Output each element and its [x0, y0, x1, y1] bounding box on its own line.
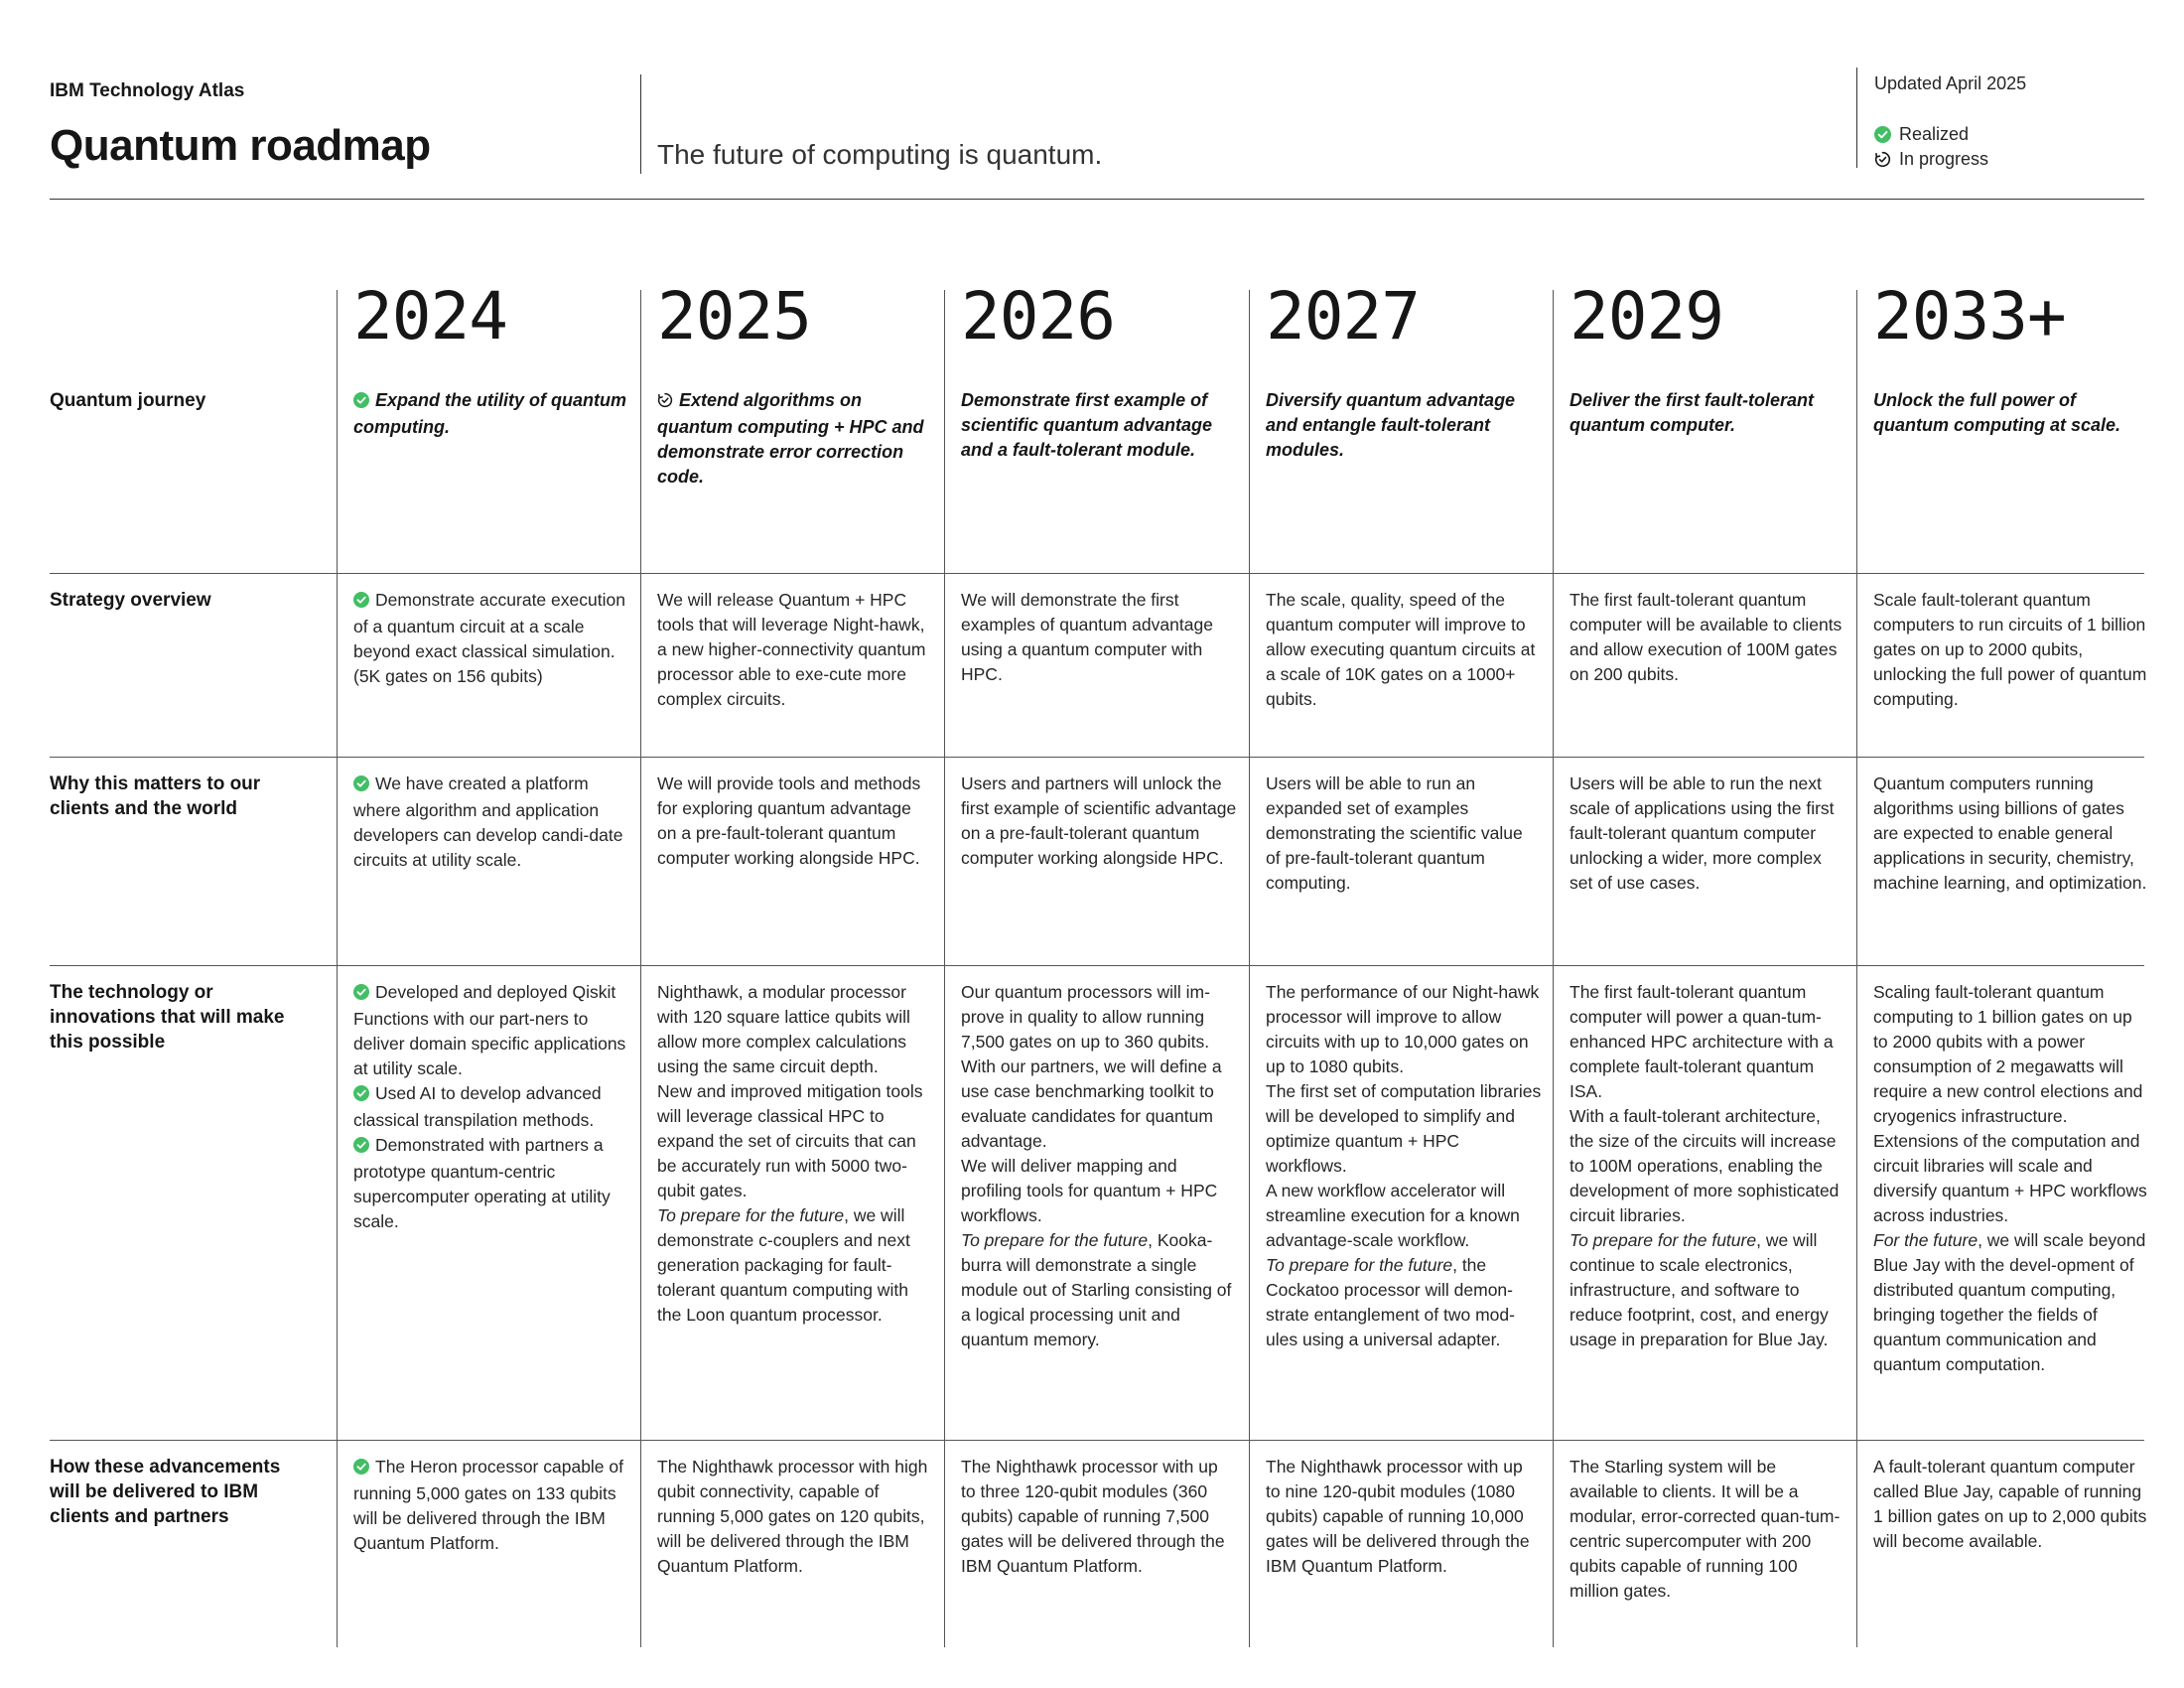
page-title: Quantum roadmap	[50, 121, 431, 170]
in-progress-icon	[657, 390, 673, 415]
column-divider	[1553, 290, 1554, 1647]
why-cell: Quantum computers running algorithms using billions of gates are expected to enable general applications in security, chemistry, machine learning, and optimization.	[1873, 774, 2147, 893]
technology-item	[353, 980, 629, 1081]
column-divider	[1856, 290, 1857, 1647]
realized-check-icon	[353, 1457, 369, 1481]
legend-in-progress-label: In progress	[1899, 149, 1989, 169]
legend-in-progress	[1874, 147, 1988, 172]
row-label-journey: Quantum journey	[50, 390, 206, 411]
technology-cell	[1873, 980, 2149, 1377]
technology-cell	[961, 980, 1237, 1352]
delivery-cell: The Nighthawk processor with up to nine 120-qubit modules (1080 qubits) capable of running 10,000 gates will be delivered through the IBM Quantum Platform.	[1266, 1457, 1530, 1576]
technology-paragraph: Nighthawk, a modular processor with 120 square lattice qubits will allow more complex calculations using the same circuit depth.	[657, 982, 910, 1076]
realized-check-icon	[353, 774, 369, 798]
technology-paragraph: Scaling fault-tolerant quantum computing to 1 billion gates on up to 2000 qubits with a power consumption of 2 megawatts will require a new control elections and cryogenics infrastructure.	[1873, 982, 2143, 1126]
delivery-cell	[353, 1455, 629, 1556]
technology-paragraph: With our partners, we will define a use case benchmarking toolkit to evaluate candidates for quantum advantage.	[961, 1056, 1222, 1151]
journey-cell: Diversify quantum advantage and entangle fault-tolerant modules.	[1266, 390, 1516, 460]
strategy-cell: The first fault-tolerant quantum computer will be available to clients and allow execution of 100M gates on 200 qubits.	[1570, 590, 1843, 684]
legend	[1874, 122, 1988, 172]
journey-cell: Deliver the first fault-tolerant quantum computer.	[1570, 390, 1815, 435]
legend-realized-label: Realized	[1899, 124, 1970, 144]
technology-cell	[657, 980, 933, 1328]
technology-paragraph: The performance of our Night-hawk processor will improve to allow circuits with up to 10,000 gates on up to 1080 qubits.	[1266, 982, 1540, 1076]
technology-future	[1266, 1253, 1542, 1352]
realized-check-icon	[353, 1083, 369, 1108]
realized-check-icon	[1874, 126, 1891, 143]
why-cell: Users will be able to run the next scale of applications using the first fault-tolerant quantum computer unlocking a wider, more complex set of use cases.	[1570, 774, 1835, 893]
column-divider	[640, 290, 641, 1647]
row-label-why: Why this matters to our clients and the world	[50, 774, 261, 819]
technology-cell	[1266, 980, 1542, 1352]
future-text: , the Cockatoo processor will demon-strate entanglement of two mod-ules using a universal adapter.	[1266, 1255, 1515, 1349]
delivery-text: The Heron processor capable of running 5,000 gates on 133 qubits will be delivered through the IBM Quantum Platform.	[353, 1457, 623, 1553]
why-cell: Users will be able to run an expanded set of examples demonstrating the scientific value of pre-fault-tolerant quantum computing.	[1266, 774, 1523, 893]
row-label-technology: The technology or innovations that will make this possible	[50, 982, 285, 1053]
technology-cell	[353, 980, 629, 1234]
row-divider	[50, 757, 2144, 758]
legend-realized	[1874, 122, 1988, 147]
realized-check-icon	[353, 590, 369, 615]
column-divider	[1249, 290, 1250, 1647]
header-rule	[50, 199, 2144, 200]
journey-text: Expand the utility of quantum computing.	[353, 390, 626, 437]
page-tagline: The future of computing is quantum.	[657, 139, 1103, 170]
row-divider	[50, 1440, 2144, 1441]
year-heading: 2029	[1570, 278, 1723, 354]
strategy-cell	[353, 588, 629, 689]
future-label: To prepare for the future	[961, 1230, 1149, 1250]
future-label: To prepare for the future	[1266, 1255, 1453, 1275]
technology-cell	[1570, 980, 1845, 1352]
strategy-text: Demonstrate accurate execution of a quantum circuit at a scale beyond exact classical simulation. (5K gates on 156 qubits)	[353, 590, 625, 686]
realized-check-icon	[353, 1135, 369, 1160]
delivery-cell: A fault-tolerant quantum computer called Blue Jay, capable of running 1 billion gates on up to 2,000 qubits will become available.	[1873, 1457, 2147, 1551]
strategy-cell: We will release Quantum + HPC tools that will leverage Night-hawk, a new higher-connectivity quantum processor able to exe-cute more complex circuits.	[657, 590, 926, 709]
in-progress-icon	[1874, 151, 1891, 168]
row-divider	[50, 965, 2144, 966]
technology-text: Demonstrated with partners a prototype quantum-centric supercomputer operating at utility scale.	[353, 1135, 611, 1231]
technology-paragraph: The first set of computation libraries will be developed to simplify and optimize quantum + HPC workflows.	[1266, 1081, 1542, 1176]
technology-future	[657, 1203, 933, 1328]
year-heading: 2027	[1266, 278, 1420, 354]
future-text: , we will demonstrate c-couplers and next generation packaging for fault-tolerant quantum computing with the Loon quantum processor.	[657, 1205, 910, 1325]
row-label-strategy: Strategy overview	[50, 590, 211, 611]
header-divider	[640, 74, 641, 174]
future-label: To prepare for the future	[657, 1205, 845, 1225]
future-label: For the future	[1873, 1230, 1979, 1250]
future-label: To prepare for the future	[1570, 1230, 1757, 1250]
strategy-cell: Scale fault-tolerant quantum computers to run circuits of 1 billion gates on up to 2000 qubits, unlocking the full power of quantum computing.	[1873, 590, 2147, 709]
technology-future	[1873, 1228, 2149, 1377]
journey-cell	[353, 388, 629, 440]
technology-text: Used AI to develop advanced classical transpilation methods.	[353, 1083, 602, 1130]
journey-cell: Unlock the full power of quantum computing at scale.	[1873, 390, 2121, 435]
header-divider	[1856, 68, 1857, 168]
technology-paragraph: New and improved mitigation tools will leverage classical HPC to expand the set of circuits that can be accurately run with 5000 two-qubit gates.	[657, 1081, 923, 1200]
why-text: We have created a platform where algorithm and application developers can develop candi-date circuits at utility scale.	[353, 774, 623, 870]
year-heading: 2026	[961, 278, 1115, 354]
technology-paragraph: The first fault-tolerant quantum computer will power a quan-tum-enhanced HPC architecture with a complete fault-tolerant quantum ISA.	[1570, 982, 1834, 1101]
year-heading: 2025	[657, 278, 811, 354]
year-heading: 2033+	[1873, 278, 2066, 354]
delivery-cell: The Nighthawk processor with up to three 120-qubit modules (360 qubits) capable of running 7,500 gates will be delivered through the IBM Quantum Platform.	[961, 1457, 1225, 1576]
why-cell: Users and partners will unlock the first example of scientific advantage on a pre-fault-tolerant quantum computer working alongside HPC.	[961, 774, 1237, 868]
technology-paragraph: We will deliver mapping and profiling tools for quantum + HPC workflows.	[961, 1156, 1218, 1225]
technology-future	[961, 1228, 1237, 1352]
why-cell: We will provide tools and methods for exploring quantum advantage on a pre-fault-tolerant quantum computer working alongside HPC.	[657, 774, 921, 868]
journey-cell: Demonstrate first example of scientific quantum advantage and a fault-tolerant module.	[961, 390, 1213, 460]
realized-check-icon	[353, 390, 369, 415]
row-label-delivery: How these advancements will be delivered to IBM clients and partners	[50, 1457, 281, 1527]
technology-future	[1570, 1228, 1845, 1352]
column-divider	[337, 290, 338, 1647]
technology-text: Developed and deployed Qiskit Functions with our part-ners to deliver domain specific applications at utility scale.	[353, 982, 626, 1078]
column-divider	[944, 290, 945, 1647]
journey-cell	[657, 388, 933, 490]
technology-paragraph: With a fault-tolerant architecture, the size of the circuits will increase to 100M operations, enabling the development of more sophisticated circuit libraries.	[1570, 1106, 1840, 1225]
delivery-cell: The Starling system will be available to clients. It will be a modular, error-corrected quan-tum-centric supercomputer with 200 qubits capable of running 100 million gates.	[1570, 1457, 1841, 1601]
future-text: , we will scale beyond Blue Jay with the devel-opment of distributed quantum computing, bringing together the fields of quantum communication and quantum computation.	[1873, 1230, 2146, 1374]
year-heading: 2024	[353, 278, 507, 354]
why-cell	[353, 772, 629, 873]
technology-item	[353, 1081, 629, 1133]
technology-paragraph: Our quantum processors will im-prove in quality to allow running 7,500 gates on up to 360 qubits.	[961, 982, 1210, 1052]
updated-date: Updated April 2025	[1874, 73, 2027, 93]
delivery-cell: The Nighthawk processor with high qubit connectivity, capable of running 5,000 gates on 120 qubits, will be delivered through the IBM Quantum Platform.	[657, 1457, 928, 1576]
brand-label: IBM Technology Atlas	[50, 80, 245, 101]
future-text: , we will continue to scale electronics, infrastructure, and software to reduce footprint, cost, and energy usage in preparation for Blue Jay.	[1570, 1230, 1829, 1349]
realized-check-icon	[353, 982, 369, 1007]
technology-item	[353, 1133, 629, 1234]
technology-paragraph: A new workflow accelerator will streamline execution for a known advantage-scale workflow.	[1266, 1181, 1520, 1250]
strategy-cell: We will demonstrate the first examples of quantum advantage using a quantum computer with HPC.	[961, 590, 1213, 684]
journey-text: Extend algorithms on quantum computing + HPC and demonstrate error correction code.	[657, 390, 924, 487]
row-divider	[50, 573, 2144, 574]
technology-paragraph: Extensions of the computation and circuit libraries will scale and diversify quantum + HPC workflows across industries.	[1873, 1131, 2147, 1225]
strategy-cell: The scale, quality, speed of the quantum computer will improve to allow executing quantum circuits at a scale of 10K gates on a 1000+ qubits.	[1266, 590, 1536, 709]
future-text: , Kooka-burra will demonstrate a single module out of Starling consisting of a logical processing unit and quantum memory.	[961, 1230, 1232, 1349]
